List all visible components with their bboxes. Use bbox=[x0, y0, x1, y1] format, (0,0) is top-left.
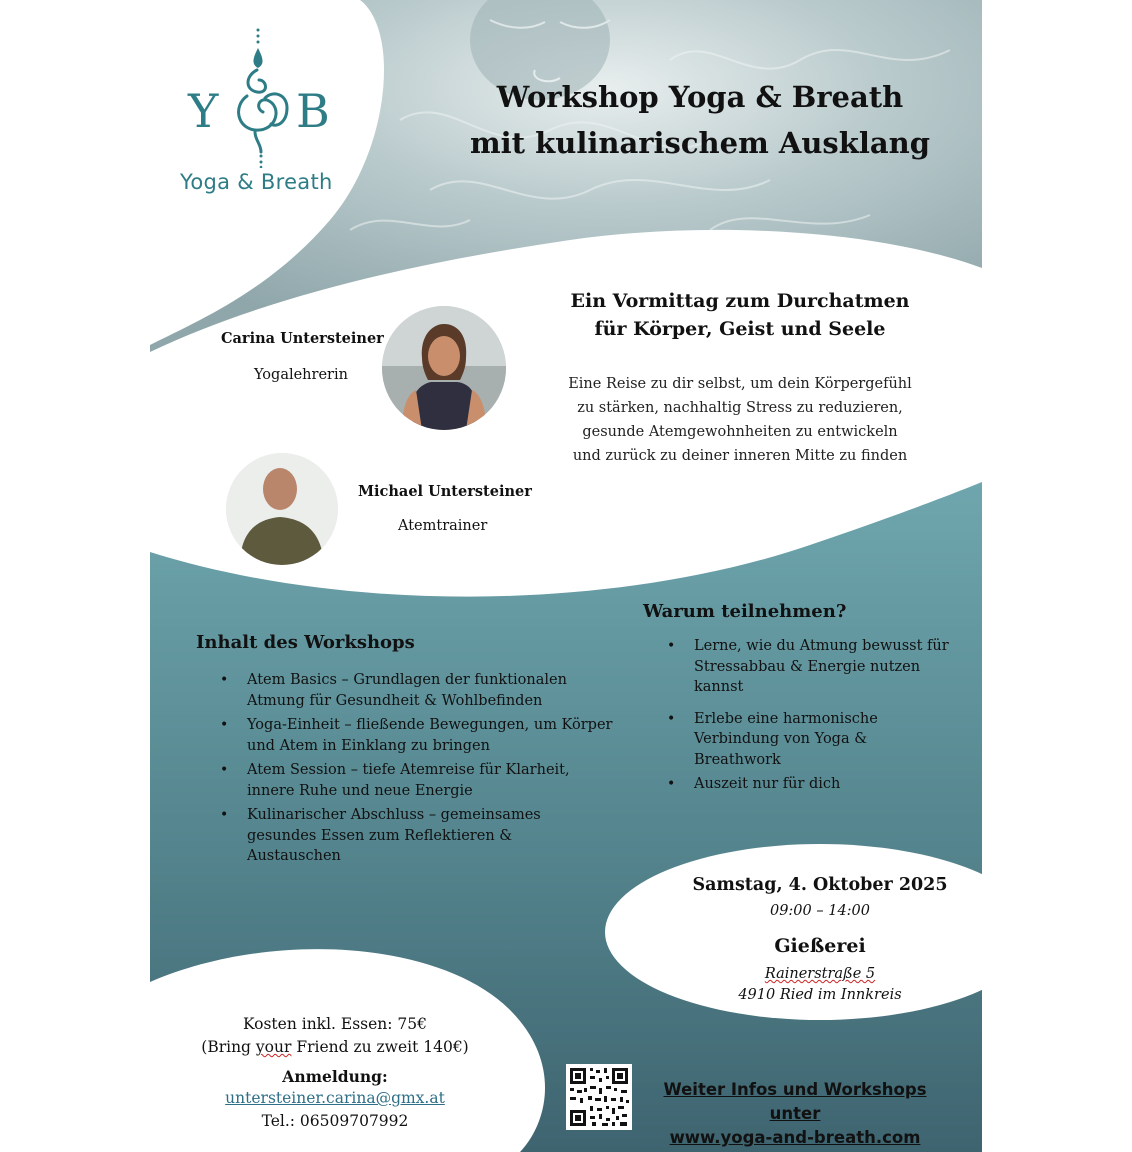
person-role-michael: Atemtrainer bbox=[398, 518, 488, 534]
michael-portrait-image bbox=[226, 453, 338, 565]
why-list bbox=[643, 636, 973, 795]
logo-text: Yoga & Breath bbox=[180, 170, 333, 194]
list-item: • Erlebe eine harmonische Verbindung von Yoga & Breathwork bbox=[667, 710, 878, 768]
logo-letter-y: Y bbox=[188, 84, 219, 138]
registration-label: Anmeldung: bbox=[282, 1067, 388, 1086]
event-address bbox=[670, 964, 970, 1006]
list-item: • Kulinarischer Abschluss – gemeinsames gesundes Essen zum Reflektieren & Austauschen bbox=[220, 807, 541, 864]
intro-line: Eine Reise zu dir selbst, um dein Körpergefühl bbox=[568, 376, 912, 392]
qr-code[interactable] bbox=[566, 1064, 632, 1130]
email-link[interactable]: untersteiner.carina@gmx.at bbox=[225, 1089, 445, 1107]
title-line-1: Workshop Yoga & Breath bbox=[496, 80, 904, 114]
event-venue: Gießerei bbox=[774, 935, 866, 957]
list-item: • Auszeit nur für dich bbox=[667, 776, 841, 792]
website-line-1: Weiter Infos und Workshops unter bbox=[663, 1080, 927, 1123]
intro-headline-2: für Körper, Geist und Seele bbox=[594, 318, 886, 340]
list-item: • Atem Session – tiefe Atemreise für Klarheit, innere Ruhe und neue Energie bbox=[220, 762, 570, 799]
intro-headline-1: Ein Vormittag zum Durchatmen bbox=[570, 290, 910, 312]
list-item: • Atem Basics – Grundlagen der funktionalen Atmung für Gesundheit & Wohlbefinden bbox=[220, 672, 567, 709]
title-line-2: mit kulinarischem Ausklang bbox=[469, 126, 931, 160]
flyer bbox=[150, 0, 982, 1152]
event-time: 09:00 – 14:00 bbox=[769, 903, 871, 919]
om-symbol-icon bbox=[225, 28, 295, 168]
list-item: • Yoga-Einheit – fließende Bewegungen, um Körper und Atem in Einklang zu bringen bbox=[220, 717, 613, 754]
logo-letter-b: B bbox=[296, 84, 330, 138]
website-link[interactable] bbox=[640, 1078, 950, 1150]
intro-line: zu stärken, nachhaltig Stress zu reduzieren, bbox=[577, 400, 903, 416]
content-list bbox=[196, 670, 636, 867]
intro-line: und zurück zu deiner inneren Mitte zu finden bbox=[572, 448, 908, 464]
cost-line-1: Kosten inkl. Essen: 75€ bbox=[242, 1015, 428, 1033]
carina-photo bbox=[382, 306, 506, 430]
list-item: • Lerne, wie du Atmung bewusst für Stressabbau & Energie nutzen kannst bbox=[667, 638, 949, 695]
qr-code-icon bbox=[566, 1064, 632, 1130]
carina-portrait-image bbox=[382, 306, 506, 430]
why-title: Warum teilnehmen? bbox=[643, 601, 847, 622]
event-city: 4910 Ried im Innkreis bbox=[738, 987, 902, 1003]
person-role-carina: Yogalehrerin bbox=[254, 367, 348, 383]
cost-info bbox=[180, 1013, 490, 1059]
intro-text bbox=[545, 372, 935, 468]
person-name-michael: Michael Untersteiner bbox=[358, 483, 532, 500]
michael-photo bbox=[226, 453, 338, 565]
event-street: Rainerstraße 5 bbox=[764, 966, 876, 982]
phone-number: Tel.: 06509707992 bbox=[261, 1112, 409, 1130]
person-name-carina: Carina Untersteiner bbox=[221, 330, 384, 347]
content-title: Inhalt des Workshops bbox=[196, 632, 415, 653]
website-url: www.yoga-and-breath.com bbox=[669, 1128, 921, 1147]
cost-line-2: (Bring your Friend zu zweit 140€) bbox=[201, 1038, 469, 1056]
event-date: Samstag, 4. Oktober 2025 bbox=[692, 875, 948, 895]
intro-line: gesunde Atemgewohnheiten zu entwickeln bbox=[582, 424, 898, 440]
